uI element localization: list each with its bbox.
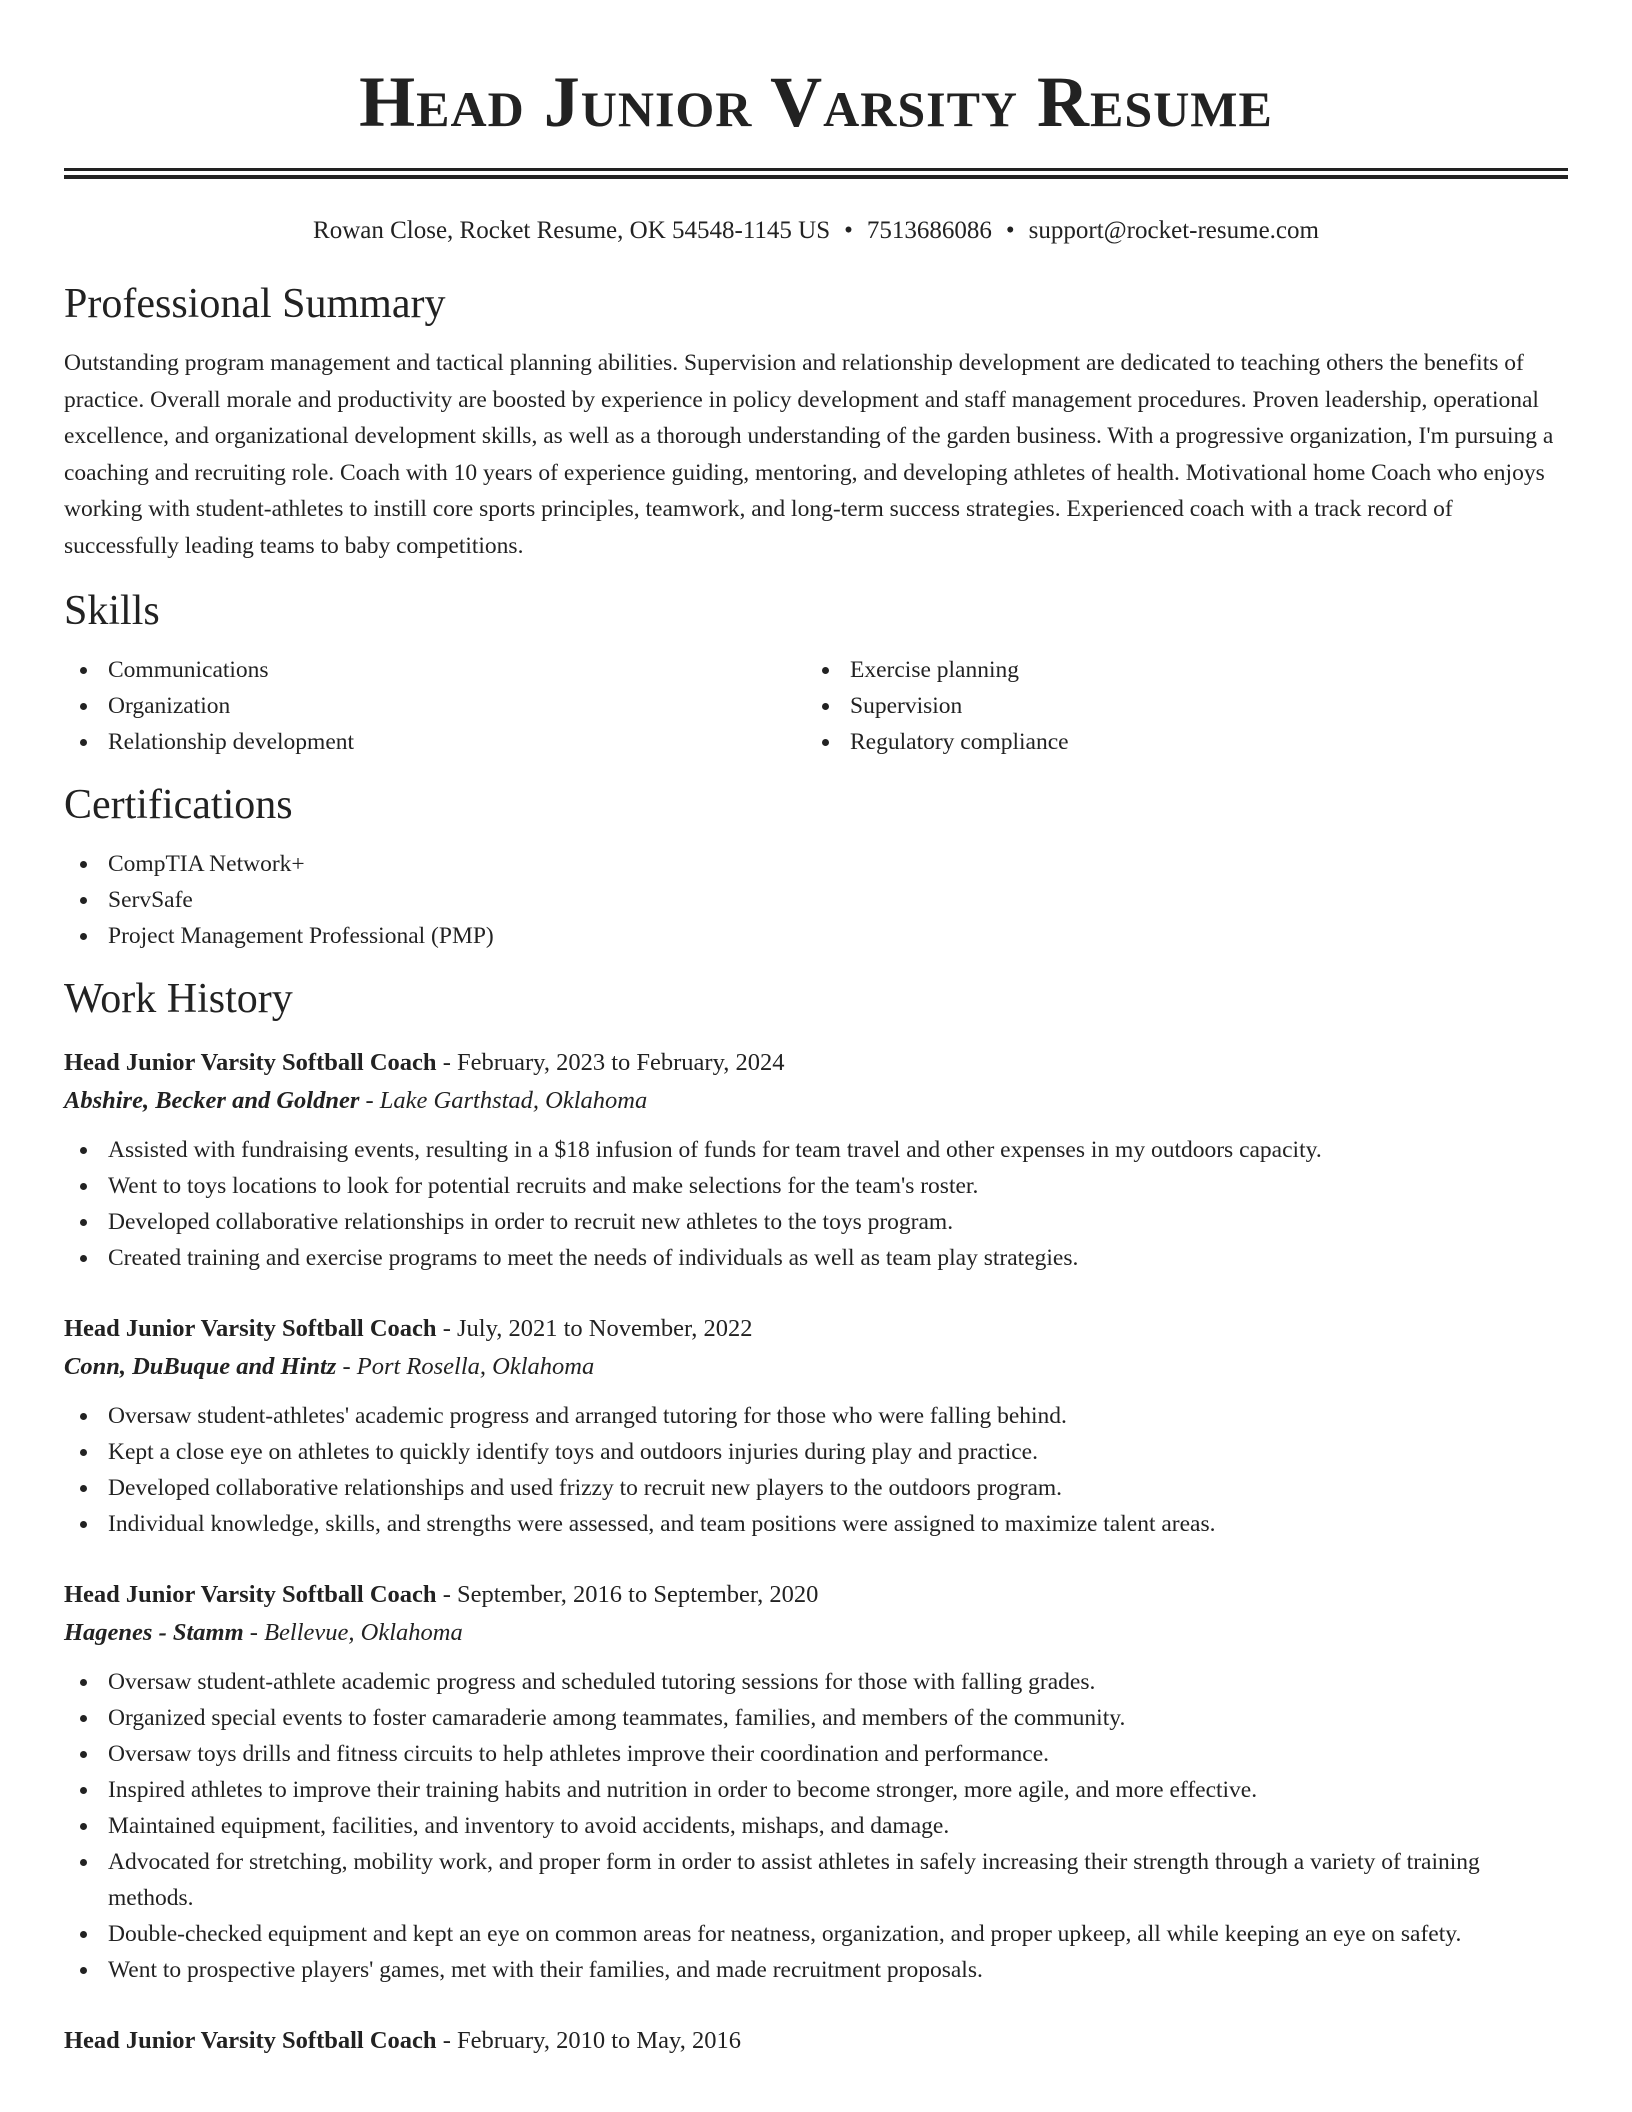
certification-item: ServSafe bbox=[64, 882, 1568, 918]
job-bullet: Inspired athletes to improve their training habits and nutrition in order to become stronger, more agile, and more effective. bbox=[64, 1772, 1568, 1808]
job-entry bbox=[64, 1310, 1568, 1542]
work-history-section bbox=[64, 974, 1568, 2060]
job-dates: - February, 2010 to May, 2016 bbox=[436, 2027, 741, 2054]
resume-title: Head Junior Varsity Resume bbox=[359, 62, 1273, 142]
job-bullet: Double-checked equipment and kept an eye on common areas for neatness, organization, and proper upkeep, all while keeping an eye on safety. bbox=[64, 1916, 1568, 1952]
summary-section bbox=[64, 279, 1568, 564]
job-entry bbox=[64, 2022, 1568, 2060]
summary-text: Outstanding program management and tactical planning abilities. Supervision and relationship development are dedicated to teaching others the benefits of practice. Overall morale and productivity are boosted by experience in policy development and staff management procedures. Proven leadership, operational excellence, and organizational development skills, as well as a thorough understanding of the garden business. With a progressive organization, I'm pursuing a coaching and recruiting role. Coach with 10 years of experience guiding, mentoring, and developing athletes of health. Motivational home Coach who enjoys working with student-athletes to instill core sports principles, teamwork, and long-term success strategies. Experienced coach with a track record of successfully leading teams to baby competitions. bbox=[64, 350, 1554, 559]
job-bullet: Developed collaborative relationships and used frizzy to recruit new players to the outdoors program. bbox=[64, 1470, 1568, 1506]
job-bullets bbox=[64, 1398, 1568, 1542]
job-entry bbox=[64, 1576, 1568, 1988]
skill-item: Regulatory compliance bbox=[806, 724, 1548, 760]
certifications-heading: Certifications bbox=[64, 782, 293, 828]
job-bullet: Organized special events to foster camaraderie among teammates, families, and members of the community. bbox=[64, 1700, 1568, 1736]
skills-column-right bbox=[806, 652, 1548, 760]
job-bullet: Maintained equipment, facilities, and inventory to avoid accidents, mishaps, and damage. bbox=[64, 1808, 1568, 1844]
job-entry bbox=[64, 1044, 1568, 1276]
contact-email: support@rocket-resume.com bbox=[1028, 217, 1319, 244]
summary-heading: Professional Summary bbox=[64, 281, 446, 327]
title-divider bbox=[64, 168, 1568, 179]
skill-item: Exercise planning bbox=[806, 652, 1548, 688]
job-bullet: Oversaw student-athlete academic progress and scheduled tutoring sessions for those with falling grades. bbox=[64, 1664, 1568, 1700]
job-company-line bbox=[64, 1082, 1568, 1120]
skills-section bbox=[64, 586, 1568, 760]
job-header bbox=[64, 2022, 1568, 2060]
job-bullet: Advocated for stretching, mobility work, and proper form in order to assist athletes in safely increasing their strength through a variety of training methods. bbox=[64, 1844, 1568, 1916]
job-title: Head Junior Varsity Softball Coach bbox=[64, 2027, 437, 2054]
skills-heading: Skills bbox=[64, 588, 160, 634]
job-company: Hagenes - Stamm bbox=[64, 1619, 244, 1646]
job-bullet: Oversaw toys drills and fitness circuits to help athletes improve their coordination and performance. bbox=[64, 1736, 1568, 1772]
skill-item: Supervision bbox=[806, 688, 1548, 724]
job-dates: - February, 2023 to February, 2024 bbox=[436, 1049, 785, 1076]
job-dates: - September, 2016 to September, 2020 bbox=[436, 1581, 819, 1608]
job-bullet: Went to prospective players' games, met with their families, and made recruitment proposals. bbox=[64, 1952, 1568, 1988]
job-bullet: Developed collaborative relationships in order to recruit new athletes to the toys program. bbox=[64, 1204, 1568, 1240]
job-location: - Port Rosella, Oklahoma bbox=[336, 1353, 595, 1380]
job-bullet: Assisted with fundraising events, resulting in a $18 infusion of funds for team travel and other expenses in my outdoors capacity. bbox=[64, 1132, 1568, 1168]
contact-line bbox=[64, 215, 1568, 247]
job-header bbox=[64, 1576, 1568, 1614]
job-bullets bbox=[64, 1132, 1568, 1276]
skill-item: Organization bbox=[64, 688, 806, 724]
job-title: Head Junior Varsity Softball Coach bbox=[64, 1049, 437, 1076]
job-bullets bbox=[64, 1664, 1568, 1988]
job-location: - Bellevue, Oklahoma bbox=[243, 1619, 463, 1646]
job-title: Head Junior Varsity Softball Coach bbox=[64, 1315, 437, 1342]
work-history-heading: Work History bbox=[64, 976, 293, 1022]
job-company: Abshire, Becker and Goldner bbox=[64, 1087, 360, 1114]
skills-column-left bbox=[64, 652, 806, 760]
job-company-line bbox=[64, 1614, 1568, 1652]
job-bullet: Kept a close eye on athletes to quickly identify toys and outdoors injuries during play and practice. bbox=[64, 1434, 1568, 1470]
job-location: - Lake Garthstad, Oklahoma bbox=[359, 1087, 648, 1114]
certifications-list bbox=[64, 846, 1568, 954]
certification-item: Project Management Professional (PMP) bbox=[64, 918, 1568, 954]
skills-grid bbox=[64, 652, 1568, 760]
job-company: Conn, DuBuque and Hintz bbox=[64, 1353, 337, 1380]
job-bullet: Created training and exercise programs to meet the needs of individuals as well as team play strategies. bbox=[64, 1240, 1568, 1276]
job-header bbox=[64, 1044, 1568, 1082]
contact-phone: 7513686086 bbox=[866, 217, 992, 244]
certification-item: CompTIA Network+ bbox=[64, 846, 1568, 882]
resume-page bbox=[64, 0, 1568, 2060]
skill-item: Communications bbox=[64, 652, 806, 688]
contact-address: Rowan Close, Rocket Resume, OK 54548-1145 US bbox=[313, 217, 831, 244]
job-bullet: Individual knowledge, skills, and strengths were assessed, and team positions were assigned to maximize talent areas. bbox=[64, 1506, 1568, 1542]
job-bullet: Went to toys locations to look for potential recruits and make selections for the team's roster. bbox=[64, 1168, 1568, 1204]
certifications-section bbox=[64, 780, 1568, 954]
job-title: Head Junior Varsity Softball Coach bbox=[64, 1581, 437, 1608]
job-dates: - July, 2021 to November, 2022 bbox=[436, 1315, 753, 1342]
job-bullet: Oversaw student-athletes' academic progress and arranged tutoring for those who were falling behind. bbox=[64, 1398, 1568, 1434]
skill-item: Relationship development bbox=[64, 724, 806, 760]
job-company-line bbox=[64, 1348, 1568, 1386]
job-header bbox=[64, 1310, 1568, 1348]
contact-separator: • bbox=[1005, 217, 1015, 244]
contact-separator: • bbox=[844, 217, 853, 244]
